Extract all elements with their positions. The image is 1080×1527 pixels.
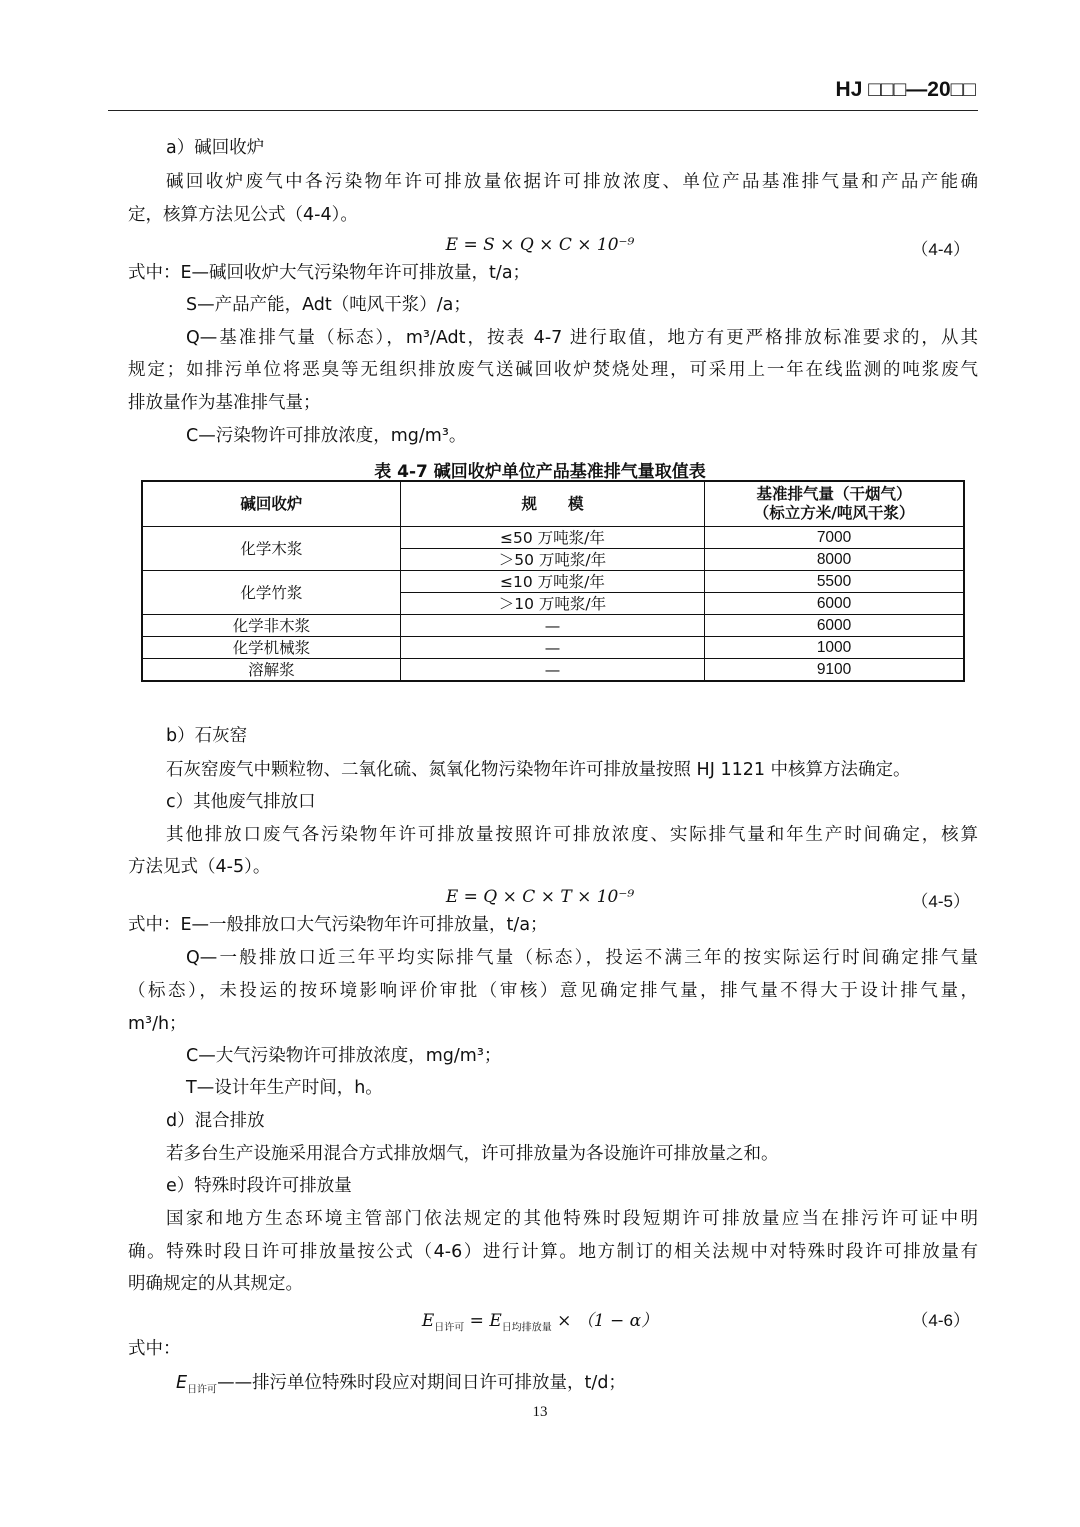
definition-s: S—产品产能，Adt（吨风干浆）/a；	[186, 295, 471, 315]
scale-cell: ＞10 万吨浆/年	[400, 593, 704, 615]
value-cell: 6000	[705, 593, 964, 615]
value-cell: 7000	[705, 527, 964, 549]
value-cell: 1000	[705, 637, 964, 659]
value-cell: 9100	[705, 659, 964, 682]
definition-q-c-line1: Q—一般排放口近三年平均实际排气量（标态），投运不满三年的按实际运行时间确定排气量	[186, 948, 978, 968]
definition-t: T—设计年生产时间，h。	[186, 1078, 383, 1098]
scale-cell: ＞50 万吨浆/年	[400, 549, 704, 571]
definition-e-daily	[176, 1372, 956, 1402]
para-e-line1: 国家和地方生态环境主管部门依法规定的其他特殊时段短期许可排放量应当在排污许可证中明	[166, 1209, 978, 1229]
header-exhaust	[705, 481, 964, 527]
definition-e-daily-sub: 日许可	[187, 1384, 218, 1396]
heading-b: b）石灰窑	[166, 726, 248, 746]
definition-e-daily-text: ——排污单位特殊时段应对期间日许可排放量，t/d；	[217, 1373, 626, 1393]
pulp-type-cell: 化学木浆	[142, 527, 400, 571]
definition-e: 式中：E—碱回收炉大气污染物年许可排放量，t/a；	[128, 263, 531, 283]
para-a-line1: 碱回收炉废气中各污染物年许可排放量依据许可排放浓度、单位产品基准排气量和产品产能确	[166, 172, 978, 192]
definition-q-line1: Q—基准排气量（标态），m³/Adt，按表 4-7 进行取值，地方有更严格排放标准要求的，从其	[186, 328, 978, 348]
heading-d: d）混合排放	[166, 1111, 265, 1131]
formula-4-4: E = S × Q × C × 10⁻⁹	[445, 235, 635, 255]
heading-a: a）碱回收炉	[166, 138, 265, 158]
document-code: HJ □□□—20□□	[835, 78, 976, 101]
formula-4-6-mid-sub: 日均排放量	[501, 1322, 552, 1334]
table-row	[142, 637, 964, 659]
value-cell: 5500	[705, 571, 964, 593]
header-exhaust-line2: （标立方米/吨风干浆）	[753, 504, 915, 522]
header-furnace: 碱回收炉	[142, 481, 400, 527]
scale-cell: —	[400, 615, 704, 637]
where-label: 式中：	[128, 1339, 181, 1359]
definition-q-line2: 规定；如排污单位将恶臭等无组织排放废气送碱回收炉焚烧处理，可采用上一年在线监测的吨浆废气	[128, 360, 978, 380]
para-a-line2: 定，核算方法见公式（4-4）。	[128, 205, 358, 225]
pulp-type-cell: 溶解浆	[142, 659, 400, 682]
para-e-line2: 确。特殊时段日许可排放量按公式（4-6）进行计算。地方制订的相关法规中对特殊时段许可排放量有	[128, 1242, 978, 1262]
para-b: 石灰窑废气中颗粒物、二氧化硫、氮氧化物污染物年许可排放量按照 HJ 1121 中核算方法确定。	[166, 760, 911, 780]
scale-cell: ≤10 万吨浆/年	[400, 571, 704, 593]
header-scale: 规 模	[400, 481, 704, 527]
definition-c-c: C—大气污染物许可排放浓度，mg/m³；	[186, 1046, 502, 1066]
table-caption: 表 4-7 碱回收炉单位产品基准排气量取值表	[374, 462, 706, 482]
formula-4-6-rhs: × （1 − α）	[557, 1311, 659, 1331]
formula-4-6-mid: = E	[464, 1311, 502, 1331]
definition-e-c: 式中：E—一般排放口大气污染物年许可排放量，t/a；	[128, 915, 548, 935]
para-c-line1: 其他排放口废气各污染物年许可排放量按照许可排放浓度、实际排气量和年生产时间确定，核算	[166, 825, 978, 845]
header-rule	[108, 110, 978, 111]
para-c-line2: 方法见式（4-5）。	[128, 857, 271, 877]
definition-q-line3: 排放量作为基准排气量；	[128, 393, 321, 413]
formula-4-5: E = Q × C × T × 10⁻⁹	[445, 887, 635, 907]
formula-number-4-4: （4-4）	[911, 240, 970, 259]
pulp-type-cell: 化学机械浆	[142, 637, 400, 659]
pulp-type-cell: 化学非木浆	[142, 615, 400, 637]
scale-cell: ≤50 万吨浆/年	[400, 527, 704, 549]
formula-number-4-5: （4-5）	[911, 892, 970, 911]
exhaust-volume-table	[141, 480, 965, 682]
header-exhaust-line1: 基准排气量（干烟气）	[756, 485, 912, 503]
para-d: 若多台生产设施采用混合方式排放烟气，许可排放量为各设施许可排放量之和。	[166, 1144, 779, 1164]
pulp-type-cell: 化学竹浆	[142, 571, 400, 615]
para-e-line3: 明确规定的从其规定。	[128, 1274, 303, 1294]
table-header-row	[142, 481, 964, 527]
table-row	[142, 571, 964, 593]
table-row	[142, 527, 964, 549]
page-number: 13	[532, 1404, 548, 1420]
formula-4-6-lhs: E	[421, 1311, 435, 1331]
definition-q-c-line2: （标态），未投运的按环境影响评价审批（审核）意见确定排气量，排气量不得大于设计排气量，	[128, 981, 978, 1001]
definition-q-c-line3: m³/h；	[128, 1014, 187, 1034]
value-cell: 8000	[705, 549, 964, 571]
table-row	[142, 615, 964, 637]
definition-c: C—污染物许可排放浓度，mg/m³。	[186, 426, 467, 446]
scale-cell: —	[400, 659, 704, 682]
value-cell: 6000	[705, 615, 964, 637]
formula-4-6-lhs-sub: 日许可	[434, 1322, 465, 1334]
table-row	[142, 659, 964, 682]
heading-c: c）其他废气排放口	[166, 792, 316, 812]
formula-number-4-6: （4-6）	[911, 1311, 970, 1330]
heading-e: e）特殊时段许可排放量	[166, 1176, 352, 1196]
scale-cell: —	[400, 637, 704, 659]
definition-e-daily-symbol: E	[176, 1373, 188, 1393]
